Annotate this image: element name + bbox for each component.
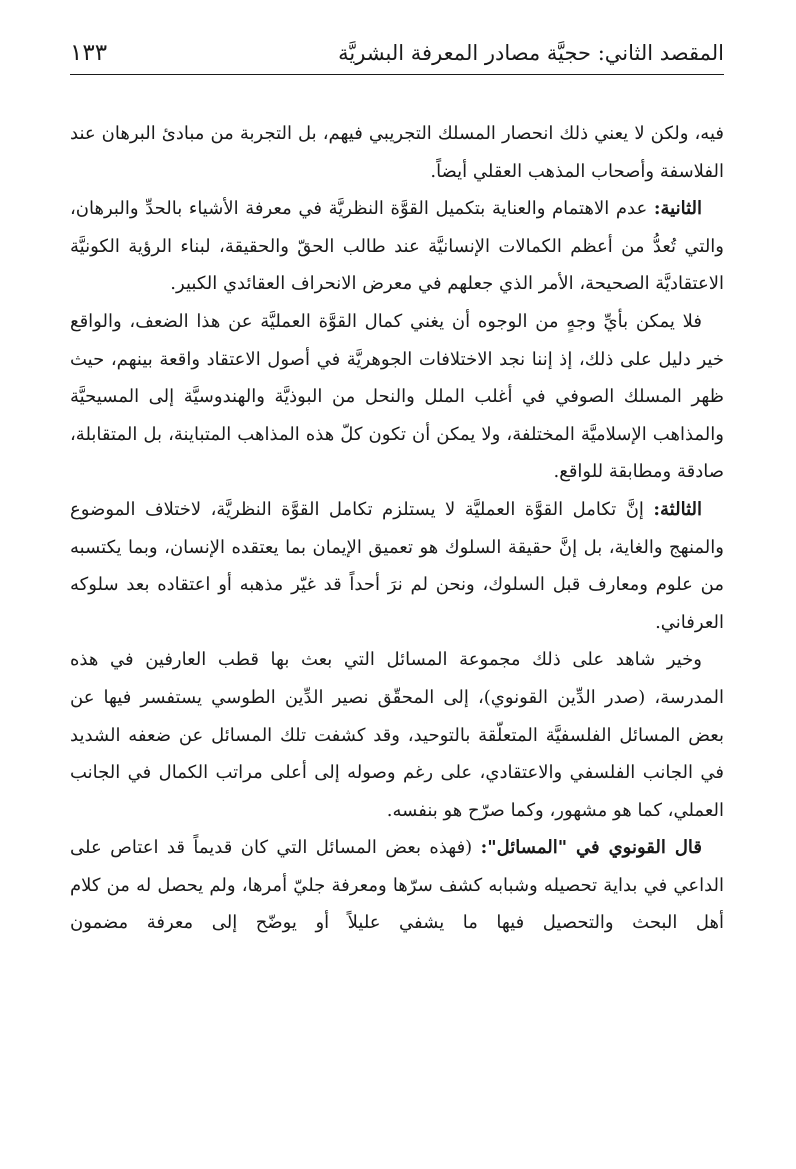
page-number: ١٣٣ bbox=[70, 40, 108, 66]
paragraph-text: فلا يمكن بأيِّ وجهٍ من الوجوه أن يغني كمال القوَّة العمليَّة عن هذا الضعف، والواقع خير دليل على ذلك، إذ إننا نجد الاختلافات الجوهريَّة في أصول الاعتقاد واقعة بينهم، حيث ظهر المسلك الصوفي في أغلب الملل والنحل من البوذيَّة والهندوسيَّة إلى المسيحيَّة والمذاهب الإسلاميَّة المختلفة، ولا يمكن أن تكون كلّ هذه المذاهب المتباينة، بل المتقابلة، صادقة ومطابقة للواقع. bbox=[70, 310, 724, 483]
paragraph-text: وخير شاهد على ذلك مجموعة المسائل التي بعث بها قطب العارفين في هذه المدرسة، (صدر الدِّين القونوي)، إلى المحقّق نصير الدِّين الطوسي يستفسر فيها عن بعض المسائل الفلسفيَّة المتعلّقة بالتوحيد، وقد كشفت تلك المسائل عن ضعفه الشديد في الجانب الفلسفي والاعتقادي، على رغم وصوله إلى أعلى مراتب الكمال في الجانب العملي، كما هو مشهور، وكما صرّح هو بنفسه. bbox=[70, 649, 724, 821]
paragraph bbox=[70, 190, 724, 303]
paragraph bbox=[70, 641, 724, 829]
paragraph bbox=[70, 829, 724, 942]
document-page bbox=[70, 28, 724, 942]
paragraph bbox=[70, 491, 724, 641]
paragraph-text: فيه، ولكن لا يعني ذلك انحصار المسلك التجريبي فيهم، بل التجربة من مبادئ البرهان عند الفلاسفة وأصحاب المذهب العقلي أيضاً. bbox=[70, 123, 724, 182]
running-title: المقصد الثاني: حجيَّة مصادر المعرفة البشريَّة bbox=[338, 41, 724, 65]
page-header bbox=[70, 28, 724, 75]
paragraph-lead: قال القونوي في "المسائل": bbox=[480, 837, 703, 859]
paragraph bbox=[70, 115, 724, 190]
paragraph bbox=[70, 303, 724, 491]
paragraph-text: إنَّ تكامل القوَّة العمليَّة لا يستلزم تكامل القوَّة النظريَّة، لاختلاف الموضوع والمنهج والغاية، بل إنَّ حقيقة السلوك هو تعميق الإيمان بما يعتقده الإنسان، وبما يكتسبه من علوم ومعارف قبل السلوك، ونحن لم نرَ أحداً قد غيّر مذهبه أو اعتقاده بعد سلوكه العرفاني. bbox=[70, 498, 724, 633]
paragraph-text: عدم الاهتمام والعناية بتكميل القوَّة النظريَّة في معرفة الأشياء بالحدِّ والبرهان، والتي تُعدُّ من أعظم الكمالات الإنسانيَّة عند طالب الحقّ والحقيقة، لبناء الرؤية الكونيَّة الاعتقاديَّة الصحيحة، الأمر الذي جعلهم في معرض الانحراف العقائدي الكبير. bbox=[70, 198, 724, 295]
page-body bbox=[70, 115, 724, 942]
paragraph-text: (فهذه بعض المسائل التي كان قديماً قد اعتاص على الداعي في بداية تحصيله وشبابه كشف سرّها ومعرفة جليّ أمرها، ولم يحصل له من كلام أهل البحث والتحصيل فيها ما يشفي عليلاً أو يوضّح إلى معرفة مضمون bbox=[70, 837, 724, 934]
paragraph-lead: الثالثة: bbox=[653, 498, 702, 520]
paragraph-lead: الثانية: bbox=[653, 198, 702, 220]
